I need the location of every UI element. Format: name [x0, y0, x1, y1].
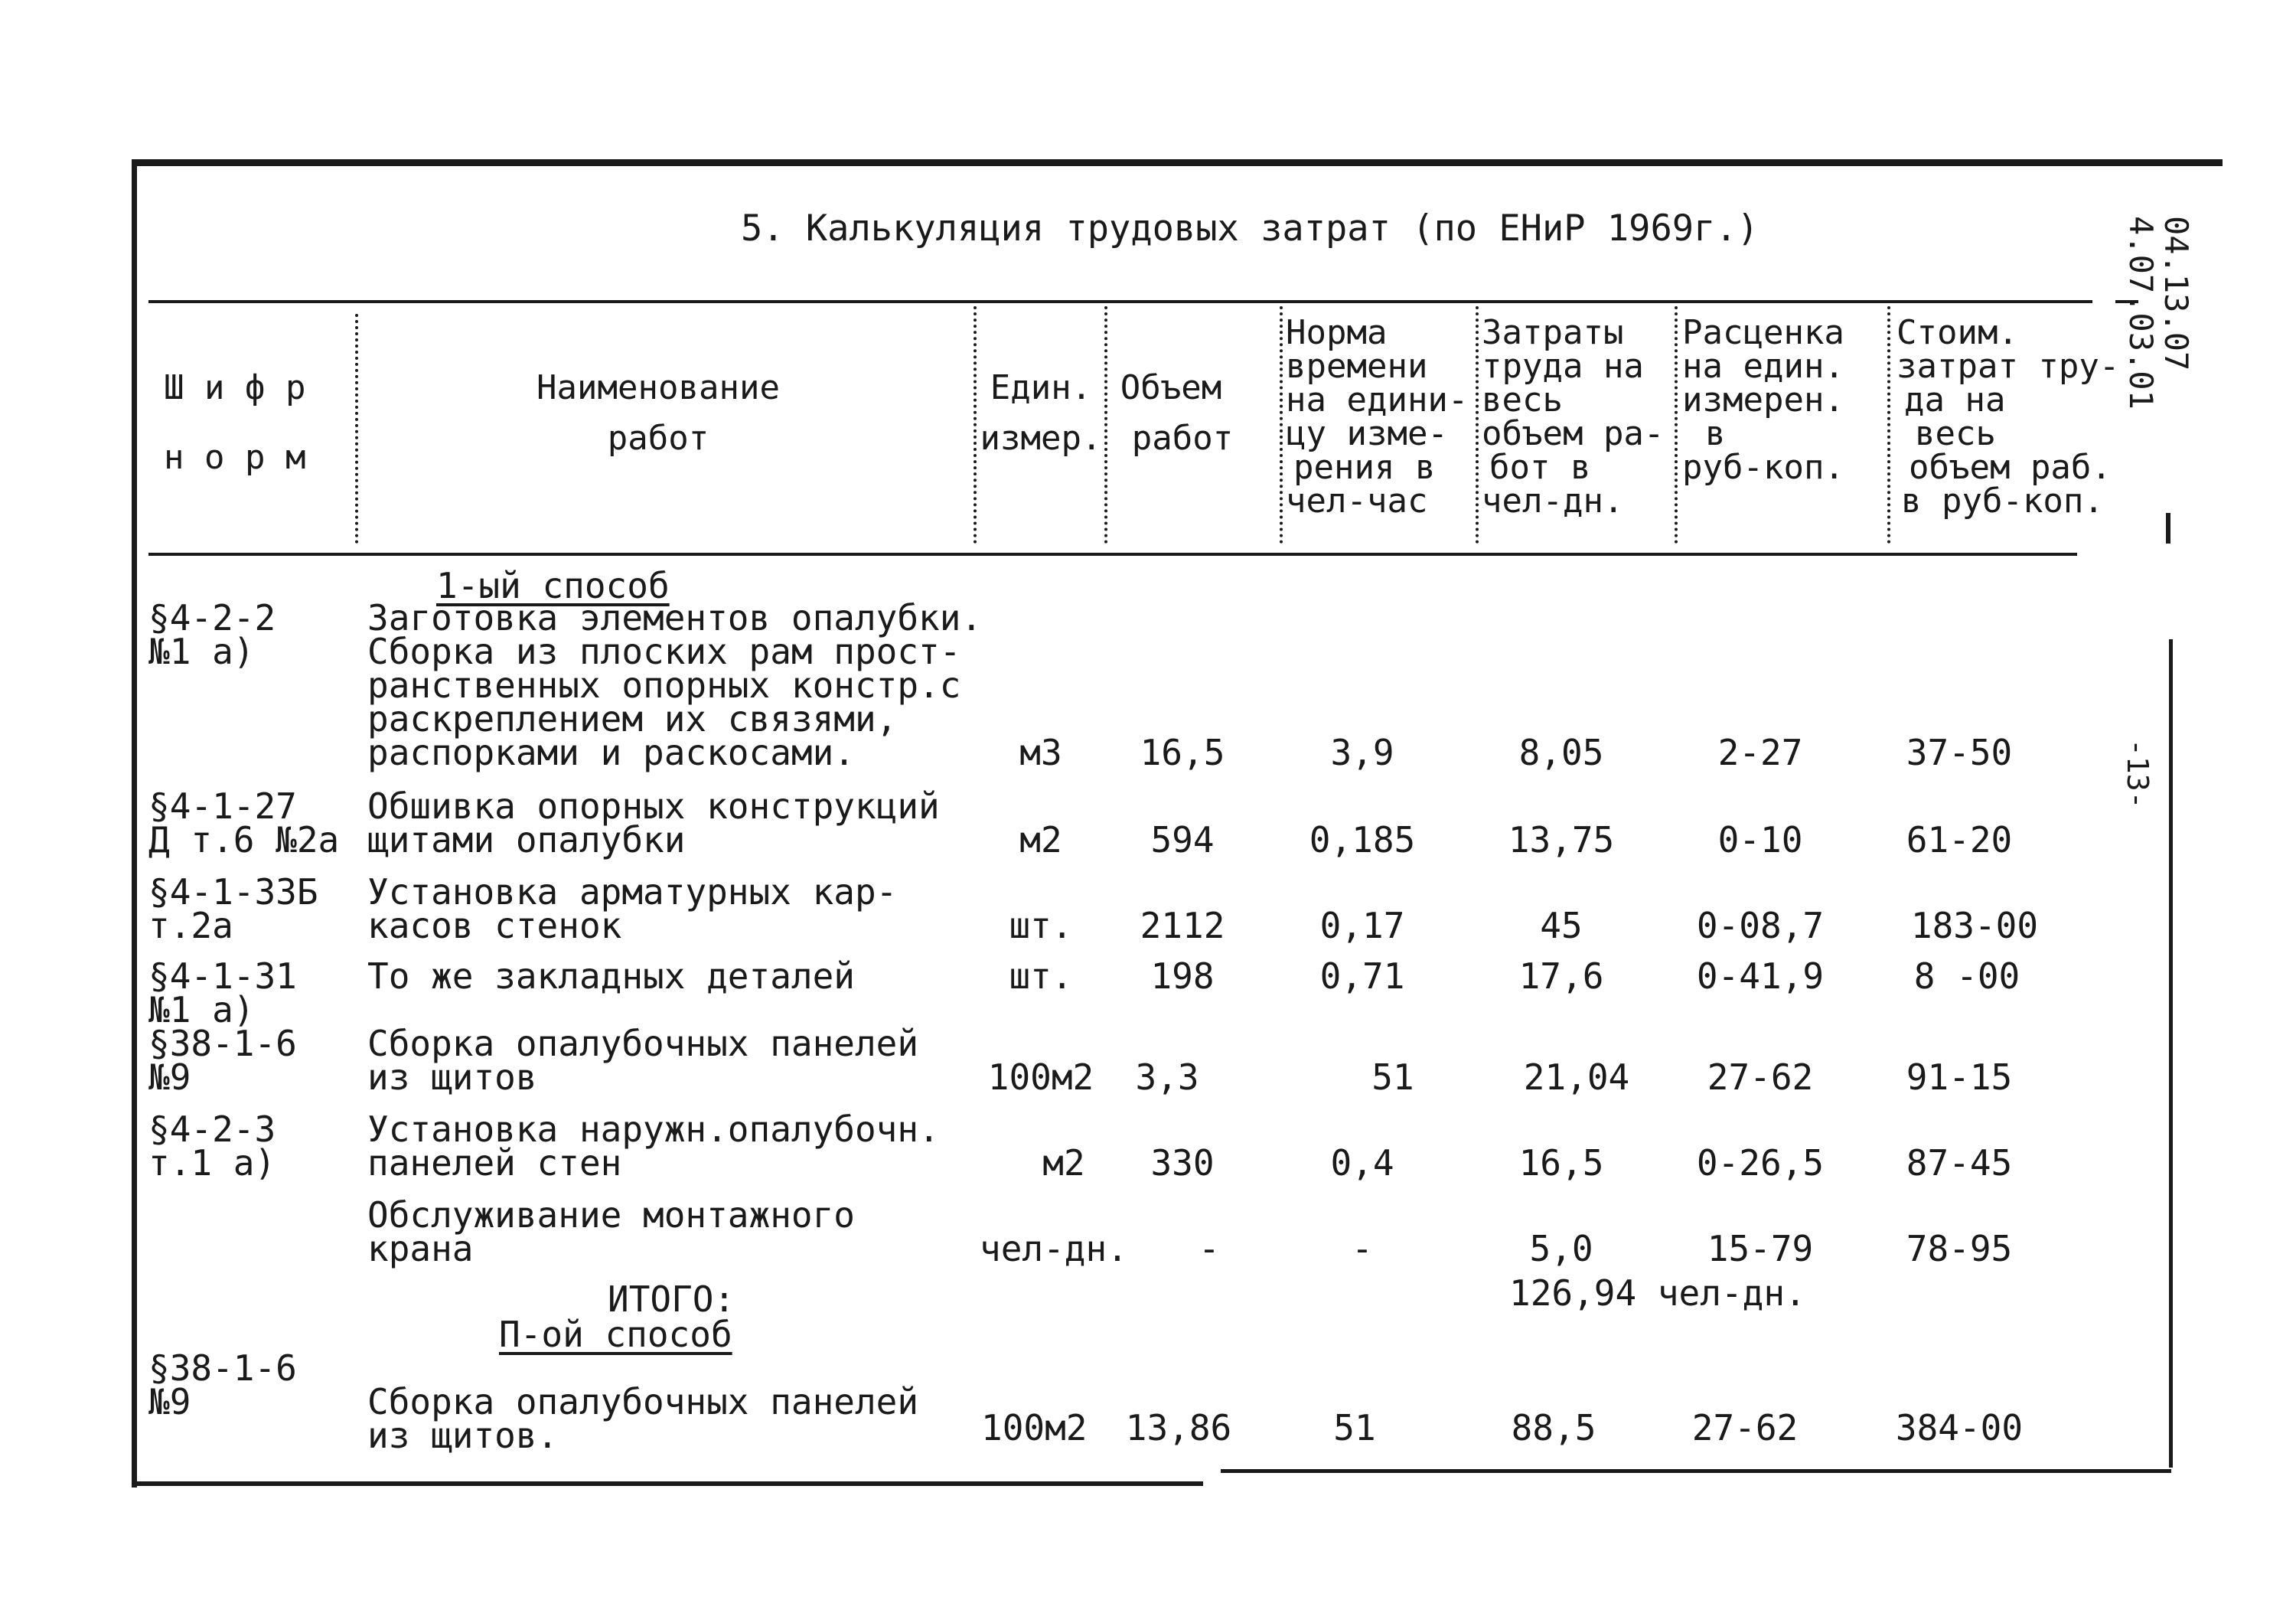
section-2-code-1: §38-1-6 [148, 1347, 297, 1389]
row-5-name-1: Сборка опалубочных панелей [367, 1023, 919, 1064]
row-4-volume: 198 [1150, 955, 1215, 997]
header-name-1: Наименование [536, 368, 780, 407]
header-cost-6: в руб-коп. [1901, 482, 2104, 521]
section-2-title: П-ой способ [499, 1314, 732, 1355]
header-volume-2: работ [1131, 419, 1234, 458]
row-5-labor: 21,04 [1523, 1056, 1630, 1098]
row-6-unit: м2 [1042, 1142, 1085, 1184]
row-6-name-2: панелей стен [367, 1142, 622, 1184]
row-6-cost: 87-45 [1906, 1142, 2013, 1184]
row-4-code-1: §4-1-31 [148, 955, 297, 997]
row-7-labor: 5,0 [1529, 1228, 1593, 1269]
row-1-name-5: распорками и раскосами. [367, 732, 855, 773]
header-norm-4: цу изме- [1286, 414, 1448, 453]
row-5-unit: 100м2 [987, 1056, 1094, 1098]
header-bottom-rule [148, 553, 2077, 556]
header-rate-1: Расценка [1682, 313, 1844, 352]
row-7-volume: - [1199, 1228, 1220, 1269]
row-1-code-1: §4-2-2 [148, 597, 276, 638]
row-1-unit: м3 [1019, 732, 1062, 773]
row-3-code-1: §4-1-33Б [148, 871, 318, 913]
row-1-norm: 3,9 [1330, 732, 1394, 773]
row-1-code-2: №1 а) [148, 631, 255, 672]
row-1-name-4: раскреплением их связями, [367, 698, 898, 740]
header-unit-1: Един. [990, 368, 1092, 407]
col-separator [1675, 306, 1678, 544]
section-2-code-2: №9 [148, 1381, 191, 1422]
row-2-code-1: §4-1-27 [148, 785, 297, 827]
row-3-norm: 0,17 [1319, 905, 1405, 946]
row-3-name-2: касов стенок [367, 905, 622, 946]
row-4-code-2: №1 а) [148, 989, 255, 1030]
header-cost-1: Стоим. [1896, 313, 2018, 352]
frame-left-border [132, 159, 137, 1487]
header-code-2: н о р м [164, 438, 306, 477]
section-2-volume: 13,86 [1125, 1407, 1232, 1448]
header-labor-2: труда на [1482, 347, 1644, 386]
document-title: 5. Калькуляция трудовых затрат (по ЕНиР 1969г.) [741, 207, 1759, 250]
row-5-name-2: из щитов [367, 1056, 537, 1098]
header-labor-3: весь [1482, 380, 1563, 420]
col-separator [1476, 306, 1479, 544]
row-6-code-2: т.1 а) [148, 1142, 276, 1184]
row-1-rate: 2-27 [1717, 732, 1803, 773]
row-3-name-1: Установка арматурных кар- [367, 871, 898, 913]
row-6-code-1: §4-2-3 [148, 1109, 276, 1150]
col-separator [1280, 306, 1283, 544]
row-3-unit: шт. [1009, 905, 1073, 946]
row-3-cost: 183-00 [1910, 905, 2039, 946]
row-7-name-2: крана [367, 1228, 474, 1269]
row-4-norm: 0,71 [1319, 955, 1405, 997]
frame-right-tick [2166, 513, 2170, 544]
col-separator [1887, 306, 1890, 544]
header-rate-3: измерен. [1682, 380, 1844, 420]
row-1-cost: 37-50 [1906, 732, 2013, 773]
header-norm-3: на едини- [1286, 380, 1469, 420]
row-1-name-3: ранственных опорных констр.с [367, 665, 961, 706]
header-volume-1: Объем [1120, 368, 1222, 407]
header-labor-1: Затраты [1482, 313, 1624, 352]
row-5-cost: 91-15 [1906, 1056, 2013, 1098]
row-1-volume: 16,5 [1140, 732, 1225, 773]
total-label: ИТОГО: [608, 1278, 735, 1320]
row-5-code-2: №9 [148, 1056, 191, 1098]
header-cost-5: объем раб. [1909, 448, 2112, 487]
total-value: 126,94 чел-дн. [1509, 1272, 1806, 1314]
row-6-volume: 330 [1150, 1142, 1215, 1184]
section-1-title: 1-ый способ [436, 565, 670, 606]
header-rate-4: в [1705, 414, 1726, 453]
row-4-rate: 0-41,9 [1696, 955, 1825, 997]
row-4-labor: 17,6 [1518, 955, 1604, 997]
row-1-name-2: Сборка из плоских рам прост- [367, 631, 961, 672]
header-rate-2: на един. [1682, 347, 1844, 386]
row-7-cost: 78-95 [1906, 1228, 2013, 1269]
section-2-name-2: из щитов. [367, 1415, 559, 1456]
row-2-name-1: Обшивка опорных конструкций [367, 785, 940, 827]
frame-top-border [132, 159, 2223, 166]
row-7-norm: - [1352, 1228, 1373, 1269]
row-6-name-1: Установка наружн.опалубочн. [367, 1109, 940, 1150]
row-6-norm: 0,4 [1330, 1142, 1394, 1184]
section-2-rate: 27-62 [1691, 1407, 1799, 1448]
header-top-rule-tail [2115, 300, 2138, 303]
section-2-labor: 88,5 [1511, 1407, 1596, 1448]
header-norm-1: Норма [1286, 313, 1388, 352]
header-unit-2: измер. [980, 419, 1102, 458]
row-2-name-2: щитами опалубки [367, 819, 686, 860]
header-norm-2: времени [1286, 347, 1428, 386]
row-4-unit: шт. [1009, 955, 1073, 997]
row-5-volume: 3,3 [1135, 1056, 1199, 1098]
row-4-name-1: То же закладных деталей [367, 955, 855, 997]
section-2-unit: 100м2 [981, 1407, 1088, 1448]
frame-bottom-border [132, 1481, 1203, 1486]
frame-bottom-border-right [1221, 1469, 2171, 1473]
header-cost-4: весь [1915, 414, 1996, 453]
row-2-norm: 0,185 [1309, 819, 1416, 860]
col-separator [355, 314, 358, 544]
row-2-labor: 13,75 [1508, 819, 1615, 860]
row-6-labor: 16,5 [1518, 1142, 1604, 1184]
side-code-2: 4.07.03.01 [2122, 216, 2160, 410]
row-3-labor: 45 [1540, 905, 1583, 946]
row-3-code-2: т.2а [148, 905, 233, 946]
row-1-labor: 8,05 [1518, 732, 1604, 773]
row-1-name-1: Заготовка элементов опалубки. [367, 597, 983, 638]
header-cost-2: затрат тру- [1896, 347, 2120, 386]
row-2-unit: м2 [1019, 819, 1062, 860]
row-2-volume: 594 [1150, 819, 1215, 860]
row-7-rate: 15-79 [1707, 1228, 1814, 1269]
side-code-1: 04.13.07 [2157, 216, 2195, 371]
row-5-norm: 51 [1371, 1056, 1414, 1098]
header-name-2: работ [607, 419, 709, 458]
row-4-cost: 8 -00 [1913, 955, 2020, 997]
frame-right-border [2169, 639, 2173, 1468]
header-code-1: Ш и ф р [164, 368, 306, 407]
header-labor-5: бот в [1489, 448, 1591, 487]
row-3-rate: 0-08,7 [1696, 905, 1825, 946]
row-5-rate: 27-62 [1707, 1056, 1814, 1098]
header-labor-6: чел-дн. [1482, 482, 1624, 521]
row-3-volume: 2112 [1140, 905, 1225, 946]
row-7-name-1: Обслуживание монтажного [367, 1194, 855, 1236]
section-2-name-1: Сборка опалубочных панелей [367, 1381, 919, 1422]
header-norm-5: рения в [1293, 448, 1436, 487]
row-5-code-1: §38-1-6 [148, 1023, 297, 1064]
page-number: -13- [2121, 739, 2154, 809]
section-2-norm: 51 [1333, 1407, 1376, 1448]
row-6-rate: 0-26,5 [1696, 1142, 1825, 1184]
header-labor-4: объем ра- [1482, 414, 1665, 453]
row-2-rate: 0-10 [1717, 819, 1803, 860]
row-2-code-2: Д т.6 №2а [148, 819, 340, 860]
header-rate-5: руб-коп. [1682, 448, 1844, 487]
row-7-unit: чел-дн. [980, 1228, 1128, 1269]
row-2-cost: 61-20 [1906, 819, 2013, 860]
header-norm-6: чел-час [1286, 482, 1428, 521]
header-top-rule [148, 300, 2092, 303]
header-cost-3: да на [1904, 380, 2006, 420]
section-2-cost: 384-00 [1895, 1407, 2024, 1448]
side-codes [2112, 216, 2197, 430]
